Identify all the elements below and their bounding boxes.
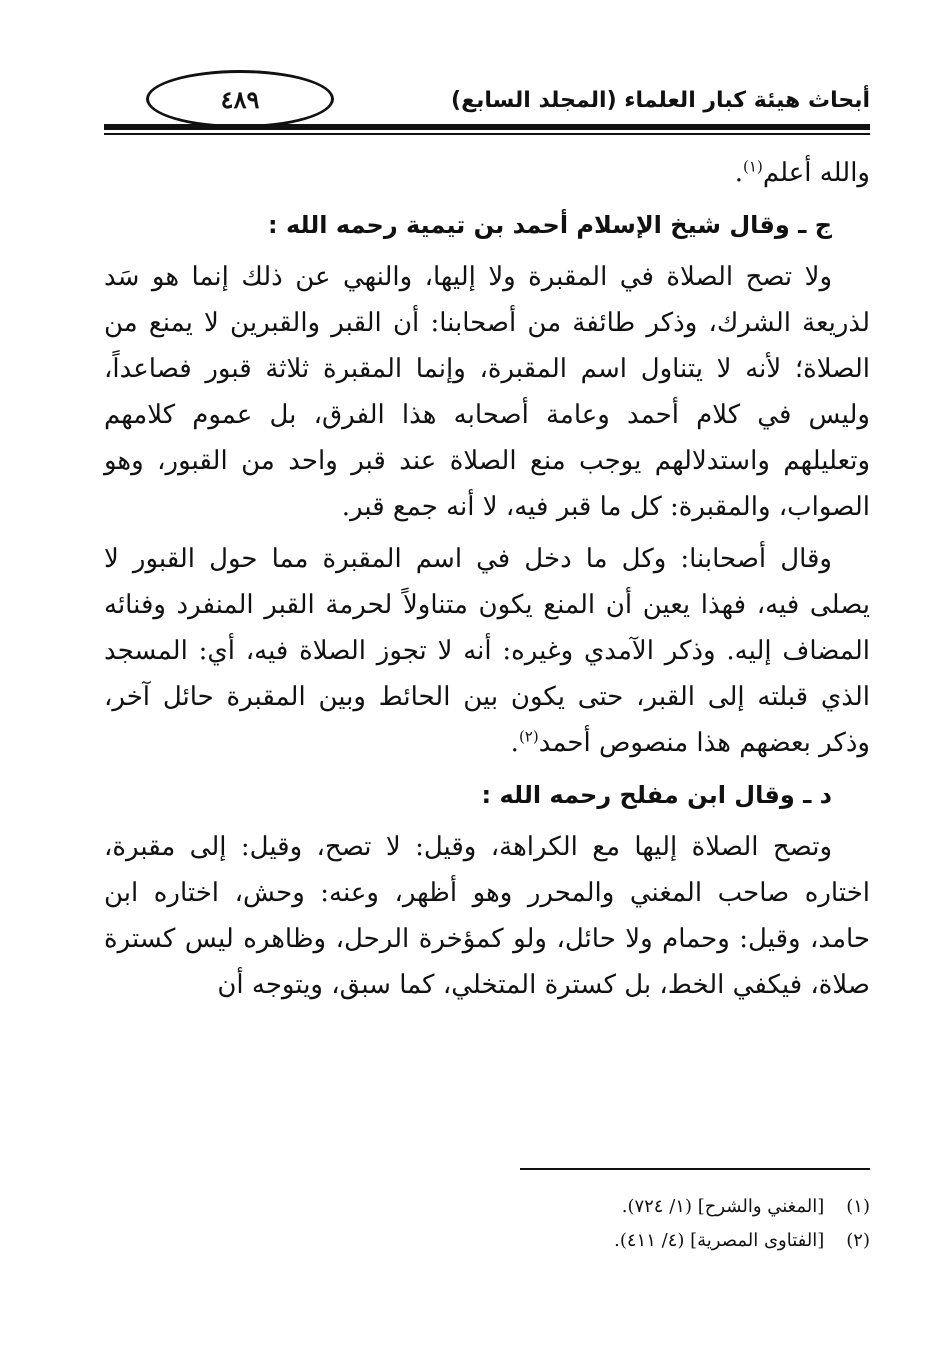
paragraph-c1: ولا تصح الصلاة في المقبرة ولا إليها، والنهي عن ذلك إنما هو سَد لذريعة الشرك، وذكر طائفة من أصحابنا: أن القبر والقبرين لا يمنع من الصلاة؛ لأنه لا يتناول اسم المقبرة، وإنما المقبرة ثلاثة قبور فصاعداً، وليس في كلام أحمد وعامة أصحابه هذا الفرق، بل عموم كلامهم وتعليلهم واستدلالهم يوجب منع الصلاة عند قبر واحد من القبور، وهو الصواب، والمقبرة: كل ما قبر فيه، لا أنه جمع قبر.: [104, 262, 870, 522]
footnotes: [104, 1190, 870, 1258]
header-rule-thin: [104, 133, 870, 135]
body-text: [104, 150, 870, 1008]
footnote-separator: [520, 1168, 870, 1170]
paragraph-d1: وتصح الصلاة إليها مع الكراهة، وقيل: لا تصح، وقيل: إلى مقبرة، اختاره صاحب المغني والمحرر وهو أظهر، وعنه: وحش، اختاره ابن حامد، وقيل: وحمام ولا حائل، ولو كمؤخرة الرحل، وظاهره ليس كسترة صلاة، فيكفي الخط، بل كسترة المتخلي، كما سبق، ويتوجه أن: [104, 832, 870, 1000]
footnote-ref-2: (٢): [518, 727, 539, 746]
book-title: أبحاث هيئة كبار العلماء (المجلد السابع): [451, 88, 870, 113]
footnote-ref-1: (١): [743, 157, 763, 176]
page-number: ٤٨٩: [220, 84, 260, 114]
section-heading-d: د ـ وقال ابن مفلح رحمه الله :: [481, 781, 832, 809]
paragraph-c2: وقال أصحابنا: وكل ما دخل في اسم المقبرة مما حول القبور لا يصلى فيه، فهذا يعين أن المنع يكون متناولاً لحرمة القبر المنفرد وفنائه المضاف إليه. وذكر الآمدي وغيره: أنه لا تجوز الصلاة فيه، أي: المسجد الذي قبلته إلى القبر، حتى يكون بين الحائط وبين المقبرة حائل آخر، وذكر بعضهم هذا منصوص أحمد$^{(٢)}$.: [104, 544, 870, 758]
closing-line: والله أعلم$^{(١)}$.: [734, 157, 870, 188]
footnote-2: (٢) [الفتاوى المصرية] (٤/ ٤١١).: [614, 1230, 870, 1251]
header-rule-thick: [104, 124, 870, 130]
section-heading-c: ج ـ وقال شيخ الإسلام أحمد بن تيمية رحمه الله :: [267, 211, 832, 239]
footnote-1: (١) [المغني والشرح] (١/ ٧٢٤).: [621, 1196, 870, 1217]
page-number-badge: [146, 70, 334, 128]
